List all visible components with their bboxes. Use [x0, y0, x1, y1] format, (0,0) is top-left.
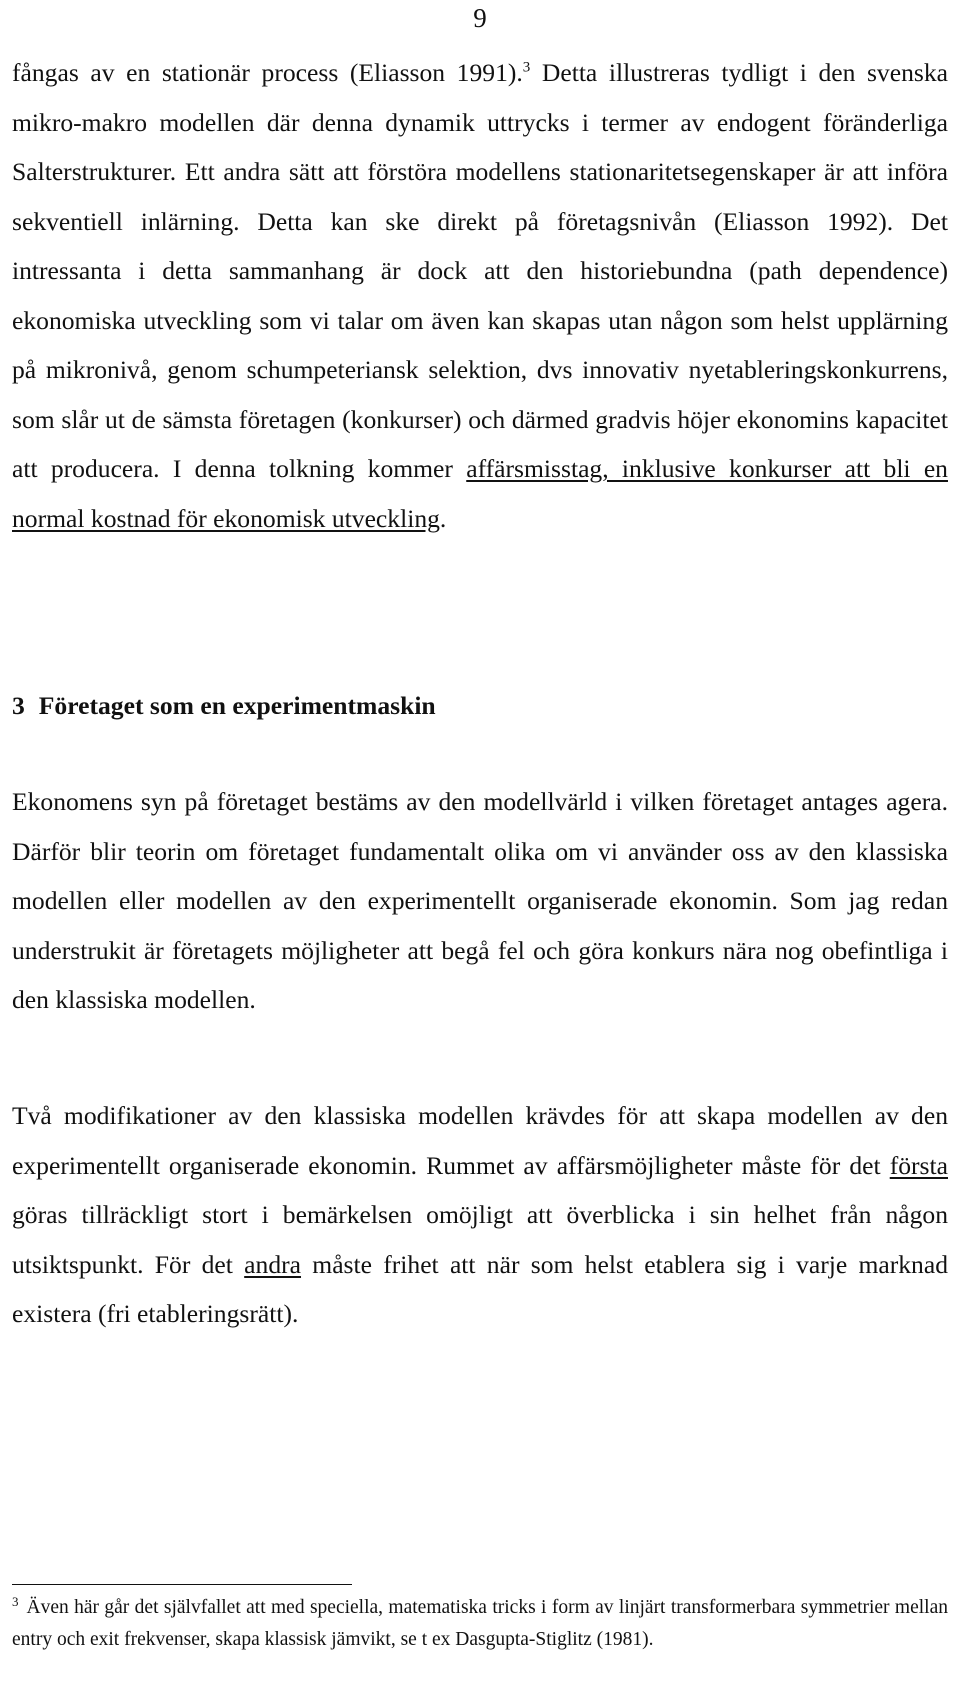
paragraph-3-underlined-first: första — [889, 1150, 948, 1180]
paragraph-3-text-a: Två modifikationer av den klassiska modellen krävdes för att skapa modellen av den experimentellt organiserade ekonomin. Rummet av affärsmöjligheter måste för det — [12, 1101, 948, 1180]
section-number: 3 — [12, 691, 25, 720]
footnote-marker: 3 — [12, 1593, 19, 1609]
paragraph-1-text-b: Detta illustreras tydligt i den svenska mikro-makro modellen där denna dynamik uttrycks i termer av endogent föränderliga Salterstrukturer. Ett andra sätt att förstöra modellens stationaritetsegenskaper är att införa sekventiell inlärning. Detta kan ske direkt på företagsnivån (Eliasson 1992). Det intressanta i detta sammanhang är dock att den historiebundna (path dependence) ekonomiska utveckling som vi talar om även kan skapas utan någon som helst upplärning på mikronivå, genom schumpeteriansk selektion, dvs innovativ nyetableringskonkurrens, som slår ut de sämsta företagen (konkurser) och därmed gradvis höjer ekonomins kapacitet att producera. I denna tolkning kommer — [12, 58, 949, 483]
section-heading — [12, 690, 436, 722]
paragraph-2: Ekonomens syn på företaget bestäms av den modellvärld i vilken företaget antages agera. Därför blir teorin om företaget fundamentalt olika om vi använder oss av den klassiska modellen eller modellen av den experimentellt organiserade ekonomin. Som jag redan understrukit är företagets möjligheter att begå fel och göra konkurs nära nog obefintliga i den klassiska modellen. — [12, 787, 948, 1014]
paragraph-1 — [12, 48, 948, 543]
paragraph-3-text-c: måste frihet att när som helst etablera sig i varje marknad existera (fri etableringsrätt). — [12, 1249, 948, 1328]
section-title: Företaget som en experimentmaskin — [38, 691, 436, 720]
paragraph-3-text-b: göras tillräckligt stort i bemärkelsen omöjligt att överblicka i sin helhet från någon utsiktspunkt. För det — [12, 1200, 948, 1279]
footnote-divider — [12, 1584, 352, 1585]
footnote — [12, 1592, 948, 1656]
page-number: 9 — [473, 3, 487, 33]
footnote-reference: 3 — [522, 59, 531, 76]
paragraph-1-text-c: . — [439, 503, 447, 533]
paragraph-1-text-a: fångas av en stationär process (Eliasson 1991). — [12, 58, 523, 87]
paragraph-3 — [12, 1091, 948, 1339]
footnote-text: Även här går det självfallet att med speciella, matematiska tricks i form av linjärt transformerbara symmetrier mellan entry och exit frekvenser, skapa klassisk jämvikt, se t ex Dasgupta-Stiglitz (1981). — [12, 1597, 948, 1650]
paragraph-3-underlined-second: andra — [244, 1249, 302, 1279]
paragraph-1-underlined-phrase: affärsmisstag, inklusive konkurser att bli en normal kostnad för ekonomisk utveckling — [12, 454, 948, 533]
